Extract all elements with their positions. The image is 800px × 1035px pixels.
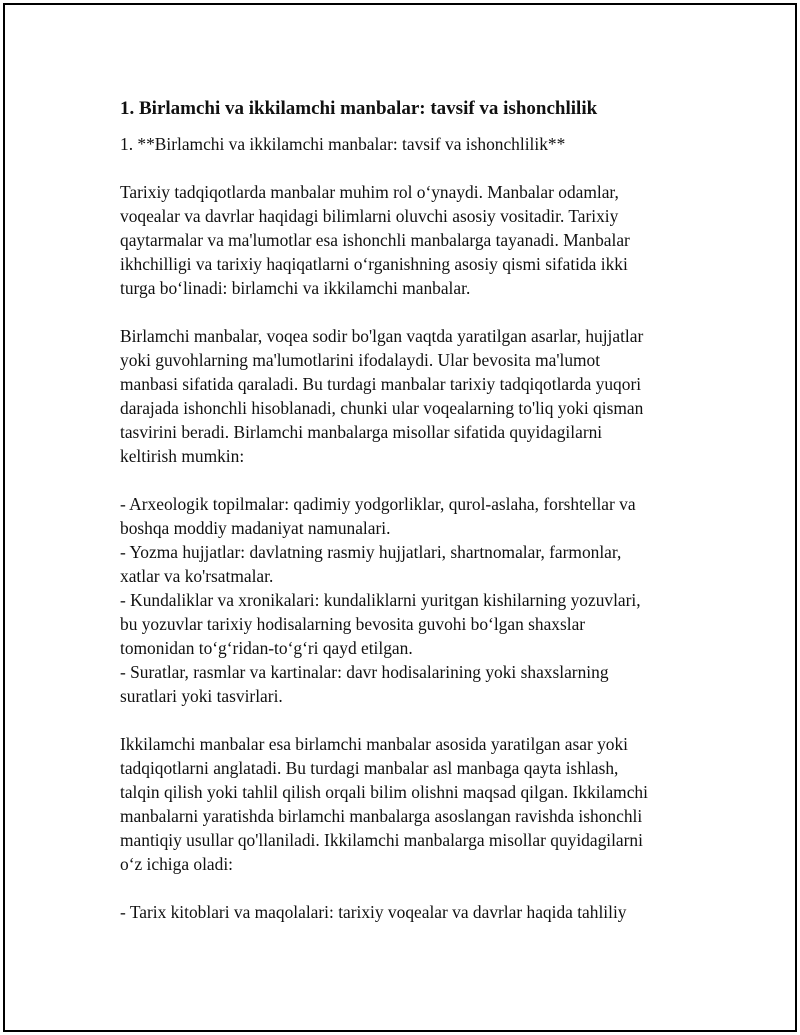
paragraphs-container bbox=[120, 180, 695, 924]
paragraph-line: manbasi sifatida qaraladi. Bu turdagi manbalar tarixiy tadqiqotlarda yuqori bbox=[120, 374, 642, 394]
paragraph-line: ikhchilligi va tarixiy haqiqatlarni oʻrganishning asosiy qismi sifatida ikki bbox=[120, 254, 628, 274]
paragraph-line: tasvirini beradi. Birlamchi manbalarga misollar sifatida quyidagilarni bbox=[120, 422, 603, 442]
paragraph-line: keltirish mumkin: bbox=[120, 446, 245, 466]
document-page bbox=[3, 3, 797, 1032]
document-body bbox=[120, 96, 695, 924]
paragraph-line: mantiqiy usullar qo'llaniladi. Ikkilamchi manbalarga misollar quyidagilarni bbox=[120, 830, 643, 850]
paragraph-line: - Arxeologik topilmalar: qadimiy yodgorliklar, qurol-aslaha, forshtellar va bbox=[120, 494, 636, 514]
subheading-line: 1. **Birlamchi va ikkilamchi manbalar: tavsif va ishonchlilik** bbox=[120, 134, 566, 154]
paragraph-line: xatlar va ko'rsatmalar. bbox=[120, 566, 274, 586]
paragraph-line: bu yozuvlar tarixiy hodisalarning bevosita guvohi boʻlgan shaxslar bbox=[120, 614, 586, 634]
paragraph-line: - Kundaliklar va xronikalari: kundaliklarni yuritgan kishilarning yozuvlari, bbox=[120, 590, 641, 610]
paragraph-line: voqealar va davrlar haqidagi bilimlarni oluvchi asosiy vositadir. Tarixiy bbox=[120, 206, 619, 226]
paragraph-line: oʻz ichiga oladi: bbox=[120, 854, 233, 874]
paragraph-line: tomonidan toʻgʻridan-toʻgʻri qayd etilgan. bbox=[120, 638, 413, 658]
paragraph-line: Tarixiy tadqiqotlarda manbalar muhim rol oʻynaydi. Manbalar odamlar, bbox=[120, 182, 619, 202]
paragraph-line: - Tarix kitoblari va maqolalari: tarixiy voqealar va davrlar haqida tahliliy bbox=[120, 902, 627, 922]
paragraph-line: Ikkilamchi manbalar esa birlamchi manbalar asosida yaratilgan asar yoki bbox=[120, 734, 628, 754]
paragraph bbox=[120, 324, 695, 468]
paragraph-line: Birlamchi manbalar, voqea sodir bo'lgan vaqtda yaratilgan asarlar, hujjatlar bbox=[120, 326, 644, 346]
paragraph-gap bbox=[120, 876, 695, 900]
paragraph-gap bbox=[120, 156, 695, 180]
paragraph-gap bbox=[120, 708, 695, 732]
paragraph-line: - Suratlar, rasmlar va kartinalar: davr hodisalarining yoki shaxslarning bbox=[120, 662, 609, 682]
paragraph-line: tadqiqotlarni anglatadi. Bu turdagi manbalar asl manbaga qayta ishlash, bbox=[120, 758, 619, 778]
paragraph bbox=[120, 492, 695, 708]
paragraph-line: turga boʻlinadi: birlamchi va ikkilamchi manbalar. bbox=[120, 278, 471, 298]
page-title: 1. Birlamchi va ikkilamchi manbalar: tavsif va ishonchlilik bbox=[120, 98, 598, 119]
paragraph-line: boshqa moddiy madaniyat namunalari. bbox=[120, 518, 391, 538]
paragraph-line: qaytarmalar va ma'lumotlar esa ishonchli manbalarga tayanadi. Manbalar bbox=[120, 230, 630, 250]
paragraph-line: talqin qilish yoki tahlil qilish orqali bilim olishni maqsad qilgan. Ikkilamchi bbox=[120, 782, 648, 802]
paragraph bbox=[120, 180, 695, 300]
paragraph-line: suratlari yoki tasvirlari. bbox=[120, 686, 283, 706]
paragraph bbox=[120, 732, 695, 876]
paragraph-line: - Yozma hujjatlar: davlatning rasmiy hujjatlari, shartnomalar, farmonlar, bbox=[120, 542, 622, 562]
paragraph bbox=[120, 900, 695, 924]
paragraph-gap bbox=[120, 300, 695, 324]
paragraph-line: darajada ishonchli hisoblanadi, chunki ular voqealarning to'liq yoki qisman bbox=[120, 398, 644, 418]
paragraph-gap bbox=[120, 468, 695, 492]
paragraph-line: manbalarni yaratishda birlamchi manbalarga asoslangan ravishda ishonchli bbox=[120, 806, 643, 826]
paragraph-line: yoki guvohlarning ma'lumotlarini ifodalaydi. Ular bevosita ma'lumot bbox=[120, 350, 601, 370]
